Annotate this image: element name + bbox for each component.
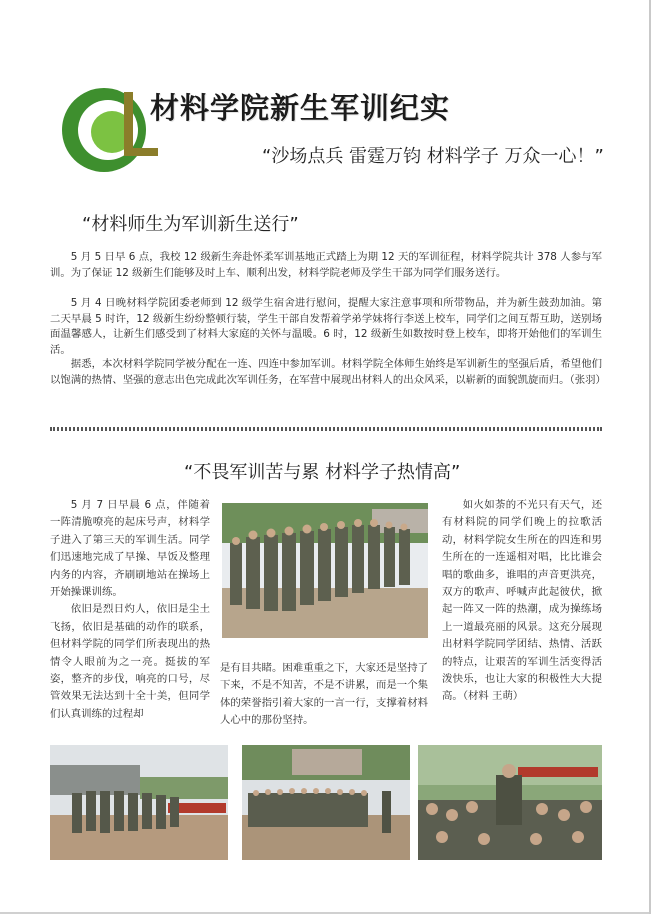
photo-formation-square — [50, 745, 228, 860]
section2-left-paragraph-2: 依旧是烈日灼人，依旧是尘土飞扬，依旧是基础的动作的联系，但材料学院的同学们所表现出的热情令人眼前为之一亮。挺拔的军姿，整齐的步伐，响亮的口号，尽管效果无法达到十全十美，但同学们认真训练的过程却 — [50, 603, 210, 720]
section2-right-text: 如火如荼的不光只有天气，还有材料院的同学们晚上的拉歌活动，材料学院女生所在的四连和男生所在的一连遥相对唱，比比谁会唱的歌曲多，谁唱的声音更洪亮，双方的歌声、呼喊声此起彼伏，掀起一阵又一阵的热潮，成为操练场上一道最亮丽的风景。这充分展现出材料学院同学团结、热情、活跃的特点，让艰苦的军训生活变得活泼快乐，也让大家的积极性大大提高。（材料 王萌） — [442, 499, 602, 703]
section2-middle-text: 是有目共睹。困难重重之下，大家还是坚持了下来，不是不知苦，不是不讲累，而是一个集体的荣誉指引着大家的一言一行，支撑着材料人心中的那份坚持。 — [220, 662, 428, 727]
photo-marching-formation — [242, 745, 410, 860]
section2-heading: “不畏军训苦与累 材料学子热情高” — [184, 462, 461, 483]
section1-paragraph-2: 5 月 4 日晚材料学院团委老师到 12 级学生宿舍进行慰问，提醒大家注意事项和所带物品，并为新生鼓劲加油。第二天早晨 5 时许，12 级新生纷纷整顿行装，学生干部自发帮着学弟学妹将行李送上校车，同学们之间互帮互助，送别场面温馨感人，让新生们感受到了材料大家庭的关怀与温暖。6 时，12 级新生如数按时登上校车，即将开始他们的军训生活。 — [50, 297, 602, 356]
section1-paragraph-1: 5 月 5 日早 6 点，我校 12 级新生奔赴怀柔军训基地正式踏上为期 12 天的军训征程，材料学院共计 378 人参与军训。为了保证 12 级新生们能够及时上车、顺利出发，材料学院老师及学生干部为同学们服务送行。 — [50, 251, 602, 279]
section1-heading: “材料师生为军训新生送行” — [82, 214, 299, 235]
logo-emblem — [60, 78, 160, 178]
section-divider — [50, 427, 602, 431]
section2-left-column — [50, 497, 210, 723]
photo-troops-standing — [222, 503, 428, 638]
photo-troops-standing-image — [222, 503, 428, 638]
college-logo — [60, 78, 160, 178]
photo-singing-activity-image — [418, 745, 602, 860]
page-title: 材料学院新生军训纪实 — [150, 91, 451, 125]
photo-marching-formation-image — [242, 745, 410, 860]
section1-paragraph-3: 据悉，本次材料学院同学被分配在一连、四连中参加军训。材料学院全体师生始终是军训新生的坚强后盾，希望他们以饱满的热情、坚强的意志出色完成此次军训任务，在军营中展现出材料人的出众风采，以崭新的面貌凯旋而归。（张羽） — [50, 358, 606, 386]
photo-singing-activity — [418, 745, 602, 860]
section2-left-paragraph-1: 5 月 7 日早晨 6 点，伴随着一阵清脆嘹亮的起床号声，材料学子进入了第三天的军训生活。同学们迅速地完成了早操、早饭及整理内务的内容，齐刷刷地站在操场上开始操课训练。 — [50, 499, 210, 599]
page-slogan: “沙场点兵 雷霆万钧 材料学子 万众一心！” — [262, 146, 604, 167]
photo-formation-square-image — [50, 745, 228, 860]
